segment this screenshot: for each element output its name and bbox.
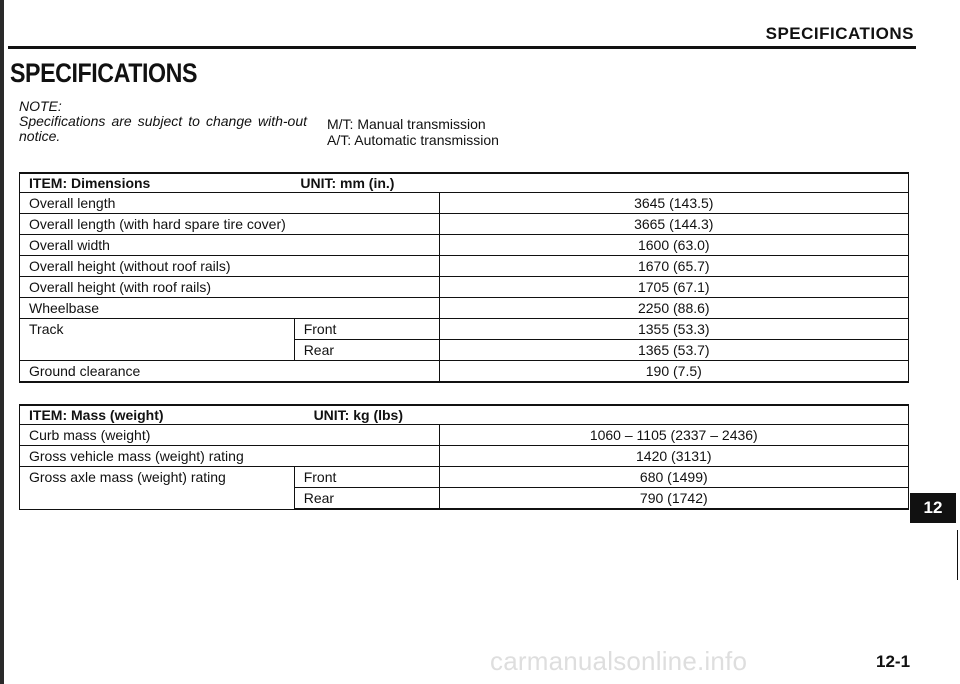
table-header-row xyxy=(20,173,909,193)
table-row xyxy=(20,425,909,446)
axle-front-value: 680 (1499) xyxy=(439,467,908,488)
table-row xyxy=(20,256,909,277)
row-item: Curb mass (weight) xyxy=(20,425,440,446)
table-row xyxy=(20,319,909,340)
row-item: Overall length xyxy=(20,193,440,214)
row-item: Ground clearance xyxy=(20,361,440,383)
row-item: Overall length (with hard spare tire cover) xyxy=(20,214,440,235)
axle-rear-label: Rear xyxy=(294,488,439,510)
running-header: SPECIFICATIONS xyxy=(765,24,914,43)
edge-mark xyxy=(957,530,958,580)
legend-at: A/T: Automatic transmission xyxy=(327,132,499,148)
legend-mt: M/T: Manual transmission xyxy=(327,116,486,132)
axle-item: Gross axle mass (weight) rating xyxy=(20,467,295,510)
dimensions-item-label: ITEM: Dimensions xyxy=(29,175,151,191)
row-value: 1705 (67.1) xyxy=(439,277,908,298)
mass-unit-label: UNIT: kg (lbs) xyxy=(313,407,404,423)
table-row xyxy=(20,467,909,488)
row-value: 1060 – 1105 (2337 – 2436) xyxy=(439,425,908,446)
axle-rear-value: 790 (1742) xyxy=(439,488,908,510)
dimensions-header xyxy=(20,173,909,193)
row-value: 1670 (65.7) xyxy=(439,256,908,277)
row-value: 1600 (63.0) xyxy=(439,235,908,256)
track-item: Track xyxy=(20,319,295,361)
header-rule xyxy=(8,46,916,49)
row-value: 1420 (3131) xyxy=(439,446,908,467)
table-row xyxy=(20,277,909,298)
page-number: 12-1 xyxy=(876,652,911,671)
row-item: Overall height (without roof rails) xyxy=(20,256,440,277)
mass-header xyxy=(20,405,909,425)
note-label: NOTE: xyxy=(19,98,62,114)
row-value: 190 (7.5) xyxy=(439,361,908,383)
track-front-label: Front xyxy=(294,319,439,340)
track-front-value: 1355 (53.3) xyxy=(439,319,908,340)
row-item: Gross vehicle mass (weight) rating xyxy=(20,446,440,467)
transmission-legend xyxy=(327,116,499,148)
row-item: Overall width xyxy=(20,235,440,256)
table-row xyxy=(20,235,909,256)
row-value: 3645 (143.5) xyxy=(439,193,908,214)
table-row xyxy=(20,214,909,235)
dimensions-unit-label: UNIT: mm (in.) xyxy=(300,175,395,191)
watermark: carmanualsonline.info xyxy=(490,646,748,676)
page-binding-edge xyxy=(0,0,4,684)
table-row xyxy=(20,446,909,467)
mass-item-label: ITEM: Mass (weight) xyxy=(29,407,164,423)
row-item: Wheelbase xyxy=(20,298,440,319)
table-row xyxy=(20,361,909,383)
table-row xyxy=(20,298,909,319)
row-value: 3665 (144.3) xyxy=(439,214,908,235)
note-block xyxy=(19,99,307,144)
row-item: Overall height (with roof rails) xyxy=(20,277,440,298)
track-rear-label: Rear xyxy=(294,340,439,361)
dimensions-table xyxy=(19,172,909,383)
row-value: 2250 (88.6) xyxy=(439,298,908,319)
note-text: Specifications are subject to change with-out notice. xyxy=(19,113,307,144)
axle-front-label: Front xyxy=(294,467,439,488)
track-rear-value: 1365 (53.7) xyxy=(439,340,908,361)
section-tab: 12 xyxy=(910,493,956,523)
mass-table xyxy=(19,404,909,510)
table-row xyxy=(20,193,909,214)
page-title: SPECIFICATIONS xyxy=(10,58,198,88)
table-header-row xyxy=(20,405,909,425)
